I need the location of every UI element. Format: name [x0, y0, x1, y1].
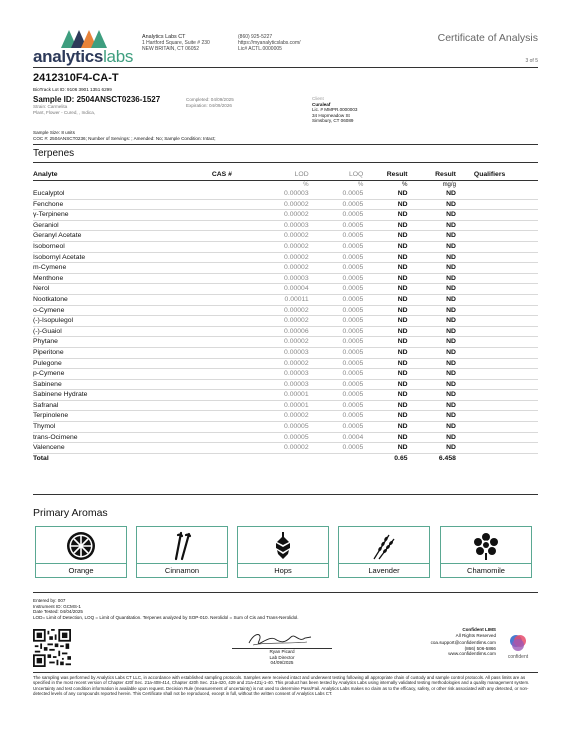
- table-row: [33, 369, 538, 380]
- cell-analyte: Nerol: [33, 284, 212, 295]
- cell-analyte: Isobornyl Acetate: [33, 252, 212, 263]
- biotrack-id: BioTrack Lot ID: 9106 3901 1351 6299: [33, 87, 112, 92]
- cell-loq: 0.0005: [309, 369, 364, 380]
- table-row: [33, 358, 538, 369]
- cell-lod: 0.00004: [248, 284, 309, 295]
- signer-title: Lab Director: [269, 654, 295, 660]
- client-street: 34 Hopmeadow St: [312, 112, 350, 118]
- cell-lod: 0.00001: [248, 390, 309, 401]
- header-qualifiers: Qualifiers: [456, 170, 538, 181]
- table-row: [33, 231, 538, 242]
- cell-cas: [212, 390, 248, 401]
- cell-loq: 0.0005: [309, 379, 364, 390]
- table-row: [33, 326, 538, 337]
- cell-qualifiers: [456, 210, 538, 221]
- unit-result1: %: [402, 182, 408, 188]
- cell-result-mgg: ND: [408, 231, 456, 242]
- cell-loq: 0.0005: [309, 231, 364, 242]
- client-license: Lic. # MMPR.0000003: [312, 107, 358, 113]
- cell-result-mgg: ND: [408, 347, 456, 358]
- lab-address1: 1 Hartford Square, Suite # 230: [142, 40, 210, 46]
- cell-loq: 0.0005: [309, 199, 364, 210]
- cell-result-mgg: ND: [408, 337, 456, 348]
- table-row: [33, 411, 538, 422]
- cell-result-percent: ND: [363, 210, 407, 221]
- header-cas: CAS #: [212, 170, 248, 181]
- client-label: Client: [312, 96, 324, 101]
- cell-cas: [212, 369, 248, 380]
- cell-result-mgg: ND: [408, 241, 456, 252]
- cell-lod: 0.00002: [248, 241, 309, 252]
- disclaimer-divider: [33, 672, 538, 673]
- aroma-label-chamomile: Chamomile: [441, 563, 531, 577]
- cell-result-mgg: ND: [408, 263, 456, 274]
- aroma-label-lavender: Lavender: [339, 563, 429, 577]
- cell-loq: 0.0005: [309, 337, 364, 348]
- lab-license: Lic# ACTL.0000005: [238, 46, 282, 52]
- cell-result-mgg: ND: [408, 379, 456, 390]
- cell-analyte: Thymol: [33, 422, 212, 433]
- cell-analyte: Terpinolene: [33, 411, 212, 422]
- qr-code[interactable]: [33, 629, 71, 667]
- cell-lod: 0.00005: [248, 432, 309, 443]
- aroma-label-cinnamon: Cinnamon: [137, 563, 227, 577]
- cell-analyte: trans-Ocimene: [33, 432, 212, 443]
- cell-result-percent: ND: [363, 358, 407, 369]
- cell-analyte: m-Cymene: [33, 263, 212, 274]
- date-tested: Date Tested: 04/04/2025: [33, 609, 83, 615]
- cell-qualifiers: [456, 443, 538, 454]
- cell-result-percent: ND: [363, 305, 407, 316]
- cell-qualifiers: [456, 326, 538, 337]
- cell-lod: 0.00003: [248, 189, 309, 199]
- table-row: [33, 241, 538, 252]
- dates-block: [186, 97, 234, 108]
- lims-name: Confident LIMS: [462, 627, 496, 632]
- cell-qualifiers: [456, 390, 538, 401]
- lab-phone: (860) 925-5227: [238, 34, 273, 40]
- cinnamon-icon: [167, 531, 197, 561]
- cell-cas: [212, 422, 248, 433]
- orange-slice-icon: [66, 531, 96, 561]
- cell-result-percent: ND: [363, 411, 407, 422]
- cell-result-percent: ND: [363, 220, 407, 231]
- confident-logo-text: confident: [507, 654, 529, 660]
- chamomile-icon: [471, 531, 501, 561]
- cell-loq: 0.0005: [309, 220, 364, 231]
- cell-lod: 0.00002: [248, 411, 309, 422]
- cell-lod: 0.00005: [248, 422, 309, 433]
- cell-result-percent: ND: [363, 443, 407, 454]
- cell-loq: 0.0005: [309, 294, 364, 305]
- table-row: [33, 294, 538, 305]
- table-row: [33, 305, 538, 316]
- table-header: [33, 170, 538, 181]
- lab-info: [142, 34, 210, 52]
- table-row: [33, 443, 538, 454]
- lab-contact: [238, 34, 301, 52]
- cell-loq: 0.0005: [309, 326, 364, 337]
- table-row: [33, 273, 538, 284]
- cell-qualifiers: [456, 305, 538, 316]
- cell-analyte: Sabinene Hydrate: [33, 390, 212, 401]
- cell-qualifiers: [456, 284, 538, 295]
- total-result-mgg: 6.458: [408, 453, 456, 463]
- cell-result-mgg: ND: [408, 305, 456, 316]
- cell-lod: 0.00003: [248, 273, 309, 284]
- cell-qualifiers: [456, 400, 538, 411]
- unit-result2: mg/g: [442, 182, 456, 188]
- cell-lod: 0.00002: [248, 263, 309, 274]
- terpenes-title-rule: [33, 162, 538, 163]
- cell-result-mgg: ND: [408, 210, 456, 221]
- cell-result-percent: ND: [363, 379, 407, 390]
- cell-cas: [212, 443, 248, 454]
- cell-loq: 0.0005: [309, 263, 364, 274]
- cell-lod: 0.00002: [248, 231, 309, 242]
- cell-cas: [212, 263, 248, 274]
- cell-cas: [212, 337, 248, 348]
- lims-phone: (866) 506-5866: [464, 645, 496, 651]
- cell-result-percent: ND: [363, 369, 407, 380]
- disclaimer: The sampling was performed by Analytics Labs CT LLC, in accordance with established sampling protocols. Samples were received intact and underwent testing following all appropriate chain of custody and sample control protocols. All pass limits are as specified in the most recent version of Chapter 420f Sec. 21a-408-414, Chapter 420h Sec. 21a-420, 429 and 21a-421j-1-40. This product has been tested by Analytics Labs using internally validated testing methodologies and a quality management system. Uncertainty and test condition information is available upon request. Decision Rule (measurement of uncertainty) is not used to determine Pass/Fail. Analytics Labs makes no claim as to the efficacy, safety, or other risk associated with any detected, or non-detected levels of any compounds reported herein. This Certificate shall not be reproduced, except in full, without the written consent of Analytics Labs CT.: [33, 675, 530, 696]
- cell-loq: 0.0005: [309, 305, 364, 316]
- table-row: [33, 284, 538, 295]
- cell-result-mgg: ND: [408, 294, 456, 305]
- table-row: [33, 400, 538, 411]
- cell-result-mgg: ND: [408, 432, 456, 443]
- cell-qualifiers: [456, 379, 538, 390]
- client-name: Curaleaf: [312, 101, 331, 107]
- cell-analyte: (-)-Isopulegol: [33, 316, 212, 327]
- coc-line: COC #: 2504ANSCT0236; Number of Servings: ; Amended: No; Sample Condition: Intact;: [33, 136, 216, 141]
- sample-size: Sample Size: 8 units: [33, 130, 75, 135]
- cell-loq: 0.0005: [309, 422, 364, 433]
- cell-lod: 0.00002: [248, 199, 309, 210]
- cell-result-percent: ND: [363, 316, 407, 327]
- table-row: [33, 422, 538, 433]
- cell-cas: [212, 273, 248, 284]
- cell-result-percent: ND: [363, 326, 407, 337]
- table-row: [33, 379, 538, 390]
- cell-cas: [212, 411, 248, 422]
- cell-analyte: Eucalyptol: [33, 189, 212, 199]
- cell-loq: 0.0005: [309, 273, 364, 284]
- table-row: [33, 432, 538, 443]
- cell-qualifiers: [456, 358, 538, 369]
- cell-qualifiers: [456, 220, 538, 231]
- cell-cas: [212, 199, 248, 210]
- cell-cas: [212, 189, 248, 199]
- lims-block: [431, 627, 496, 657]
- table-row: [33, 316, 538, 327]
- strain: Strain: Carmelita: [33, 104, 68, 109]
- cell-cas: [212, 284, 248, 295]
- cell-result-percent: ND: [363, 263, 407, 274]
- aroma-label-hops: Hops: [238, 563, 328, 577]
- lims-site[interactable]: www.confidentlims.com: [448, 651, 496, 657]
- cell-result-mgg: ND: [408, 369, 456, 380]
- cell-cas: [212, 252, 248, 263]
- cell-qualifiers: [456, 369, 538, 380]
- client-block: [312, 96, 357, 124]
- cell-loq: 0.0005: [309, 241, 364, 252]
- document-title: Certificate of Analysis: [437, 32, 538, 44]
- table-row: [33, 263, 538, 274]
- table-row: [33, 189, 538, 199]
- cell-analyte: (-)-Guaiol: [33, 326, 212, 337]
- cell-cas: [212, 305, 248, 316]
- header-result-mgg: Result: [408, 170, 456, 181]
- lims-email[interactable]: coa.support@confidentlims.com: [430, 640, 496, 646]
- cell-analyte: Phytane: [33, 337, 212, 348]
- cell-loq: 0.0005: [309, 189, 364, 199]
- cell-lod: 0.00002: [248, 252, 309, 263]
- cell-lod: 0.00003: [248, 369, 309, 380]
- signer-block: [232, 649, 332, 666]
- table-row: [33, 337, 538, 348]
- cell-analyte: Piperitone: [33, 347, 212, 358]
- terpenes-title: Terpenes: [33, 148, 75, 159]
- cell-analyte: Isoborneol: [33, 241, 212, 252]
- cell-analyte: γ-Terpinene: [33, 210, 212, 221]
- cell-cas: [212, 400, 248, 411]
- header-analyte: Analyte: [33, 170, 212, 181]
- strain-block: [33, 104, 95, 115]
- cell-result-mgg: ND: [408, 443, 456, 454]
- logo-mark-icon: [61, 26, 107, 48]
- cell-result-percent: ND: [363, 241, 407, 252]
- cell-qualifiers: [456, 337, 538, 348]
- cell-qualifiers: [456, 252, 538, 263]
- hops-icon: [268, 531, 298, 561]
- cell-lod: 0.00002: [248, 337, 309, 348]
- table-row: [33, 199, 538, 210]
- cell-qualifiers: [456, 411, 538, 422]
- cell-qualifiers: [456, 422, 538, 433]
- lavender-icon: [369, 531, 399, 561]
- cell-lod: 0.00002: [248, 210, 309, 221]
- cell-lod: 0.00003: [248, 379, 309, 390]
- cell-analyte: o-Cymene: [33, 305, 212, 316]
- lims-rights: All Rights Reserved: [455, 632, 496, 638]
- aroma-label-orange: Orange: [36, 563, 126, 577]
- cell-result-mgg: ND: [408, 400, 456, 411]
- cell-loq: 0.0004: [309, 432, 364, 443]
- aroma-lavender: [338, 526, 430, 578]
- cell-result-percent: ND: [363, 252, 407, 263]
- cell-result-mgg: ND: [408, 390, 456, 401]
- footer-divider: [33, 592, 538, 593]
- signer-name: Ryan Picard: [269, 649, 295, 654]
- cell-cas: [212, 231, 248, 242]
- cell-lod: 0.00002: [248, 358, 309, 369]
- cell-loq: 0.0005: [309, 347, 364, 358]
- page-number: 3 of 5: [525, 58, 538, 64]
- cell-loq: 0.0005: [309, 390, 364, 401]
- cell-result-mgg: ND: [408, 358, 456, 369]
- terpenes-table: [33, 170, 538, 463]
- cell-analyte: Valencene: [33, 443, 212, 454]
- lab-website[interactable]: https://myanalyticslabs.com/: [238, 40, 301, 46]
- cell-lod: 0.00003: [248, 347, 309, 358]
- aroma-hops: [237, 526, 329, 578]
- cell-result-percent: ND: [363, 189, 407, 199]
- table-row: [33, 252, 538, 263]
- cell-analyte: Geraniol: [33, 220, 212, 231]
- cell-qualifiers: [456, 241, 538, 252]
- table-row: [33, 210, 538, 221]
- cell-qualifiers: [456, 316, 538, 327]
- cell-result-mgg: ND: [408, 284, 456, 295]
- cell-result-percent: ND: [363, 390, 407, 401]
- cell-analyte: Pulegone: [33, 358, 212, 369]
- lab-logo: [33, 26, 133, 66]
- header-loq: LOQ: [309, 170, 364, 181]
- method-notes: LOD= Limit of Detection, LOQ = Limit of Quantitation. Terpenes analyzed by SOP-010. Nerolidol = Sum of Cis and Trans-Nerolidol.: [33, 614, 299, 620]
- table-units-row: [33, 181, 538, 190]
- lab-address2: NEW BRITAIN, CT 06052: [142, 46, 200, 52]
- cell-qualifiers: [456, 231, 538, 242]
- header-result-percent: Result: [363, 170, 407, 181]
- cell-result-percent: ND: [363, 347, 407, 358]
- cell-loq: 0.0005: [309, 210, 364, 221]
- cell-analyte: p-Cymene: [33, 369, 212, 380]
- cell-cas: [212, 347, 248, 358]
- cell-analyte: Sabinene: [33, 379, 212, 390]
- cell-result-percent: ND: [363, 400, 407, 411]
- cell-cas: [212, 210, 248, 221]
- cell-cas: [212, 316, 248, 327]
- test-meta: [33, 598, 299, 620]
- expiration-date: Expiration: 04/09/2026: [186, 102, 232, 108]
- cell-result-percent: ND: [363, 273, 407, 284]
- cell-cas: [212, 379, 248, 390]
- cell-lod: 0.00002: [248, 443, 309, 454]
- cell-cas: [212, 241, 248, 252]
- unit-loq: %: [357, 182, 364, 188]
- signature-icon: [245, 629, 315, 649]
- section-divider: [33, 144, 538, 145]
- cell-lod: 0.00003: [248, 220, 309, 231]
- total-label: Total: [33, 453, 212, 463]
- signer-date: 04/09/2025: [270, 660, 294, 666]
- aromas-title: Primary Aromas: [33, 507, 108, 519]
- cell-qualifiers: [456, 189, 538, 199]
- cell-result-mgg: ND: [408, 189, 456, 199]
- aromas-divider: [33, 494, 538, 495]
- cell-lod: 0.00002: [248, 305, 309, 316]
- aroma-orange: [35, 526, 127, 578]
- cell-result-mgg: ND: [408, 220, 456, 231]
- cell-loq: 0.0005: [309, 400, 364, 411]
- matrix: Plant, Flower - Cured, , Indica,: [33, 109, 96, 115]
- cell-result-mgg: ND: [408, 422, 456, 433]
- cell-result-mgg: ND: [408, 252, 456, 263]
- cell-qualifiers: [456, 347, 538, 358]
- instrument-id: Instrument ID: GCMS-1: [33, 603, 81, 609]
- table-row: [33, 220, 538, 231]
- entered-by: Entered by: 007: [33, 598, 66, 603]
- cell-cas: [212, 358, 248, 369]
- cell-loq: 0.0005: [309, 316, 364, 327]
- cell-result-percent: ND: [363, 422, 407, 433]
- cell-lod: 0.00011: [248, 294, 309, 305]
- aroma-chamomile: [440, 526, 532, 578]
- cell-cas: [212, 220, 248, 231]
- cell-lod: 0.00006: [248, 326, 309, 337]
- total-result-percent: 0.65: [363, 453, 407, 463]
- batch-id: 2412310F4-CA-T: [33, 72, 119, 84]
- confident-logo-icon: [508, 633, 528, 653]
- cell-result-percent: ND: [363, 284, 407, 295]
- confident-logo: [502, 633, 534, 663]
- sample-id: Sample ID: 2504ANSCT0236-1527: [33, 95, 161, 104]
- cell-analyte: Fenchone: [33, 199, 212, 210]
- cell-result-percent: ND: [363, 337, 407, 348]
- cell-cas: [212, 326, 248, 337]
- cell-result-percent: ND: [363, 199, 407, 210]
- cell-result-mgg: ND: [408, 316, 456, 327]
- logo-word-labs: labs: [103, 47, 134, 66]
- cell-qualifiers: [456, 294, 538, 305]
- cell-loq: 0.0005: [309, 284, 364, 295]
- cell-loq: 0.0005: [309, 443, 364, 454]
- table-row: [33, 347, 538, 358]
- cell-qualifiers: [456, 199, 538, 210]
- cell-result-mgg: ND: [408, 273, 456, 284]
- cell-lod: 0.00002: [248, 316, 309, 327]
- table-row: [33, 390, 538, 401]
- header-lod: LOD: [248, 170, 309, 181]
- cell-cas: [212, 294, 248, 305]
- cell-analyte: Safranal: [33, 400, 212, 411]
- cell-analyte: Geranyl Acetate: [33, 231, 212, 242]
- cell-loq: 0.0005: [309, 411, 364, 422]
- completed-date: Completed: 04/09/2025: [186, 97, 234, 102]
- cell-loq: 0.0005: [309, 358, 364, 369]
- cell-qualifiers: [456, 263, 538, 274]
- cell-result-percent: ND: [363, 294, 407, 305]
- cell-analyte: Nootkatone: [33, 294, 212, 305]
- cell-qualifiers: [456, 432, 538, 443]
- cell-lod: 0.00001: [248, 400, 309, 411]
- logo-word-analytics: analytics: [33, 47, 104, 66]
- cell-qualifiers: [456, 273, 538, 284]
- cell-result-percent: ND: [363, 432, 407, 443]
- unit-lod: %: [303, 182, 309, 188]
- cell-result-mgg: ND: [408, 326, 456, 337]
- cell-result-mgg: ND: [408, 199, 456, 210]
- lab-company: Analytics Labs CT: [142, 34, 186, 40]
- cell-result-mgg: ND: [408, 411, 456, 422]
- aroma-cinnamon: [136, 526, 228, 578]
- cell-analyte: Menthone: [33, 273, 212, 284]
- header-divider: [33, 67, 538, 68]
- cell-loq: 0.0005: [309, 252, 364, 263]
- cell-cas: [212, 432, 248, 443]
- cell-result-percent: ND: [363, 231, 407, 242]
- table-total-row: [33, 453, 538, 463]
- client-city: Simsbury, CT 06089: [312, 118, 354, 124]
